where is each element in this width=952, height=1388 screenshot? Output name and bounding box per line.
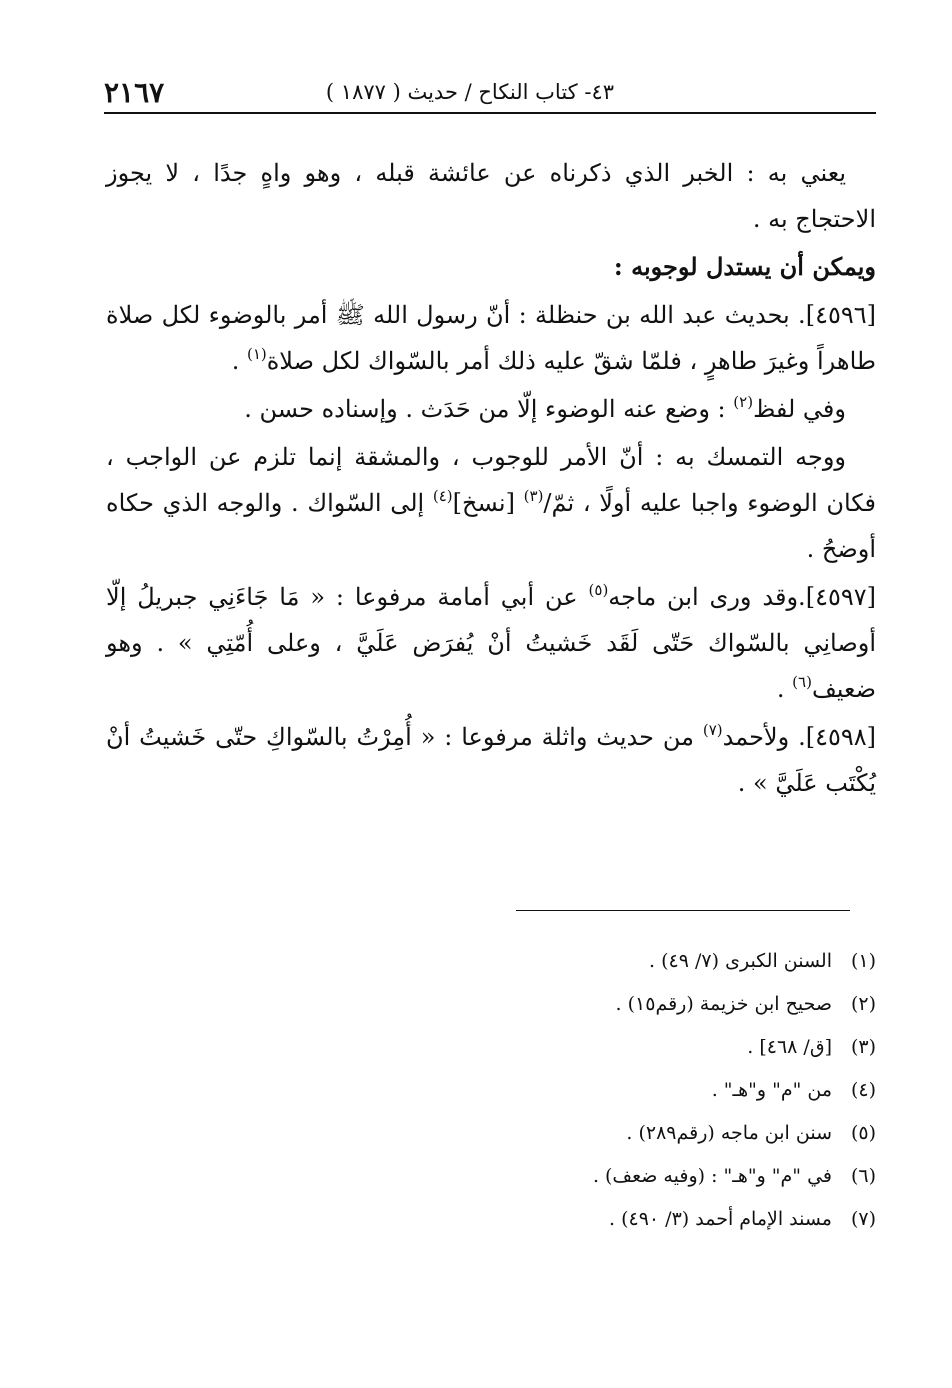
running-title: ٤٣- كتاب النكاح / حديث ( ١٨٧٧ ) bbox=[325, 80, 614, 104]
footnote-item bbox=[106, 1155, 876, 1198]
footnote-text: السنن الكبرى (٧/ ٤٩) . bbox=[649, 950, 832, 972]
hadith-text: .وقد ورى ابن ماجه bbox=[608, 583, 806, 611]
wajh-text-bracket: [نسخ] bbox=[452, 489, 524, 517]
footnotes bbox=[106, 940, 876, 1241]
footnote-number: (٤) bbox=[850, 1079, 876, 1101]
hadith-number: [٤٥٩٧] bbox=[805, 583, 876, 611]
footnote-ref-2[interactable]: (٢) bbox=[733, 393, 754, 411]
footnote-ref-3[interactable]: (٣) bbox=[523, 487, 544, 505]
footnote-number: (٦) bbox=[850, 1165, 876, 1187]
section-heading: ويمكن أن يستدل لوجوبه : bbox=[613, 252, 876, 281]
paragraph-wajh bbox=[106, 434, 876, 572]
hadith-4597 bbox=[106, 574, 876, 712]
footnote-ref-4[interactable]: (٤) bbox=[432, 487, 453, 505]
paragraph-lafz bbox=[106, 386, 876, 432]
hadith-text: . بحديث عبد الله بن حنظلة : أنّ رسول الله ﷺ أمر بالوضوء لكل صلاة طاهراً وغيرَ طاهرٍ ، فلمّا شقّ عليه ذلك أمر بالسّواك لكل صلاة bbox=[106, 301, 876, 375]
footnote-text: مسند الإمام أحمد (٣/ ٤٩٠) . bbox=[609, 1208, 832, 1230]
footnote-number: (٢) bbox=[850, 993, 876, 1015]
footnote-item bbox=[106, 1026, 876, 1069]
footnote-number: (٥) bbox=[850, 1122, 876, 1144]
hadith-text-end: من حديث واثلة مرفوعا : « أُمِرْتُ بالسّواكِ حتّى خَشيتُ أنْ يُكْتَب عَلَيَّ » . bbox=[106, 723, 876, 797]
footnote-separator bbox=[516, 910, 850, 911]
page-number: ٢١٦٧ bbox=[104, 76, 165, 109]
footnote-text: صحيح ابن خزيمة (رقم١٥) . bbox=[615, 993, 832, 1015]
page-header bbox=[104, 72, 876, 114]
lafz-text-end: : وضع عنه الوضوء إلّا من حَدَث . وإسناده حسن . bbox=[244, 395, 734, 423]
footnote-ref-7[interactable]: (٧) bbox=[702, 721, 723, 739]
footnote-text: [ق/ ٤٦٨] . bbox=[747, 1036, 832, 1058]
footnote-item bbox=[106, 1198, 876, 1241]
hadith-number: [٤٥٩٨] bbox=[805, 723, 877, 751]
footnote-ref-1[interactable]: (١) bbox=[246, 345, 267, 363]
main-text bbox=[106, 150, 876, 808]
hadith-text-end: . bbox=[231, 347, 247, 375]
wajh-text-end: إلى السّواك . والوجه الذي حكاه أوضحُ . bbox=[106, 489, 876, 563]
hadith-4598 bbox=[106, 714, 876, 806]
hadith-text-mid: عن أبي أمامة مرفوعا : « مَا جَاءَنِي جبريلُ إلّا أوصانِي بالسّواك حَتّى لَقَد خَشيتُ أنْ يُفرَض عَلَيَّ ، وعلى أُمّتِي » . وهو ضعيف bbox=[106, 583, 876, 703]
footnote-ref-6[interactable]: (٦) bbox=[792, 673, 812, 691]
lafz-text: وفي لفظ bbox=[753, 395, 846, 423]
hadith-number: [٤٥٩٦] bbox=[805, 301, 876, 329]
footnote-number: (١) bbox=[850, 950, 876, 972]
footnote-number: (٣) bbox=[850, 1036, 876, 1058]
paragraph-intro: يعني به : الخبر الذي ذكرناه عن عائشة قبله ، وهو واهٍ جدًا ، لا يجوز الاحتجاج به . bbox=[106, 159, 876, 233]
hadith-4596 bbox=[106, 292, 876, 384]
hadith-text: . ولأحمد bbox=[722, 723, 806, 751]
footnote-text: من "م" و"هـ" . bbox=[711, 1079, 832, 1101]
footnote-text: سنن ابن ماجه (رقم٢٨٩) . bbox=[626, 1122, 832, 1144]
footnote-item bbox=[106, 983, 876, 1026]
wajh-text: ووجه التمسك به : أنّ الأمر للوجوب ، والمشقة إنما تلزم عن الواجب ، فكان الوضوء واجبا عليه أولًا ، ثمّ/ bbox=[106, 443, 876, 517]
footnote-item bbox=[106, 1069, 876, 1112]
footnote-text: في "م" و"هـ" : (وفيه ضعف) . bbox=[592, 1165, 832, 1187]
footnote-ref-5[interactable]: (٥) bbox=[588, 581, 609, 599]
footnote-item bbox=[106, 1112, 876, 1155]
hadith-text-end: . bbox=[776, 675, 793, 703]
footnote-number: (٧) bbox=[850, 1208, 876, 1230]
footnote-item bbox=[106, 940, 876, 983]
